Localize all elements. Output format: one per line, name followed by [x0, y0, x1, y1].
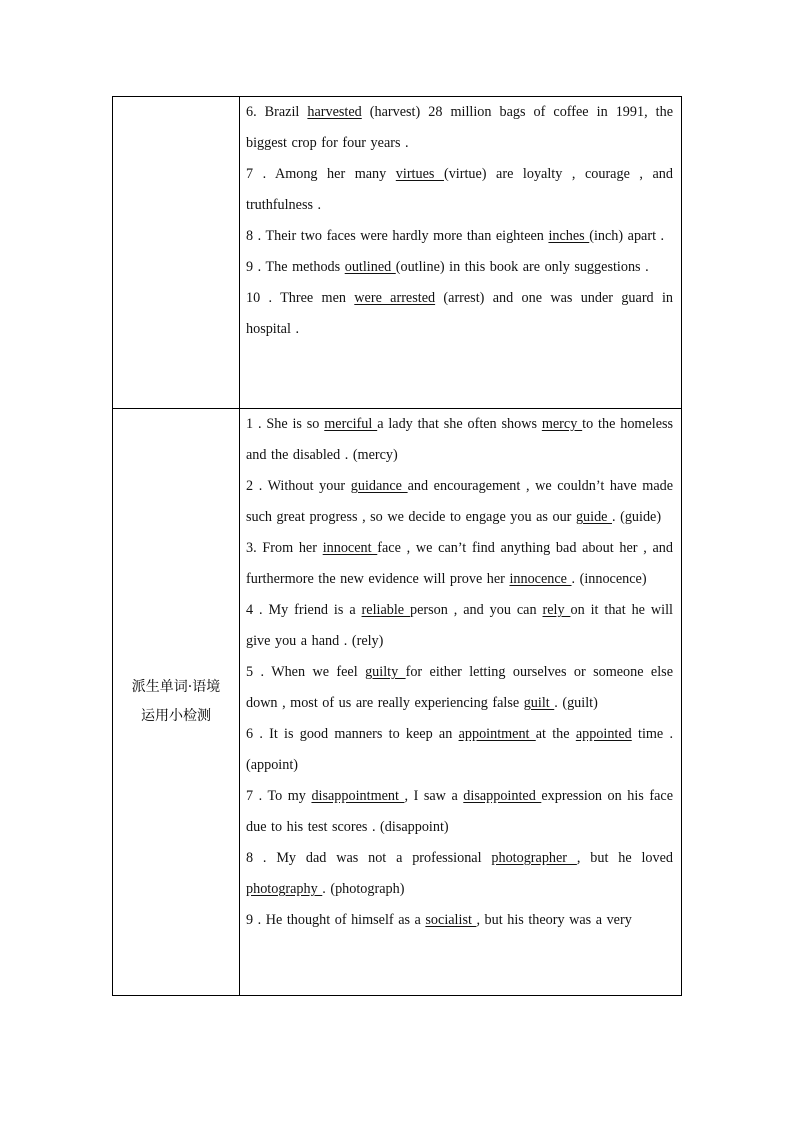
answer-text: guidance: [350, 478, 408, 494]
sentence-item: [246, 781, 673, 843]
answer-text: guilt: [523, 695, 555, 711]
answer-text: harvested: [307, 104, 362, 120]
answer-text: guide: [575, 509, 613, 525]
sentence-text: (arrest) and one was under guard in hospital .: [246, 290, 674, 337]
sentence-text: , I saw a: [404, 788, 464, 804]
content-cell: [240, 409, 682, 996]
sentence-text: on it that he will give you a hand . (rely): [246, 602, 673, 649]
sentence-text: . (guide): [612, 509, 662, 525]
sentence-item: [246, 283, 673, 345]
exercise-table: [112, 96, 682, 996]
sentence-text: 10 . Three men: [246, 290, 355, 306]
sentence-text: 7 . To my: [246, 788, 312, 804]
sentence-text: 8 . My dad was not a professional: [246, 850, 492, 866]
sentence-text: person , and you can: [410, 602, 543, 618]
sentence-text: 4 . My friend is a: [246, 602, 362, 618]
table-row: [113, 97, 682, 409]
answer-text: guilty: [365, 664, 406, 680]
sentence-item: [246, 409, 673, 471]
answer-text: reliable: [361, 602, 411, 618]
sentence-text: 6 . It is good manners to keep an: [246, 726, 459, 742]
sentence-text: , but he loved: [576, 850, 673, 866]
sentence-text: (virtue) are loyalty , courage , and truthfulness .: [246, 166, 673, 213]
sentence-text: . (photograph): [322, 881, 405, 897]
sentence-text: (harvest) 28 million bags of coffee in 1991, the biggest crop for four years .: [246, 104, 673, 151]
sentence-item: [246, 252, 673, 283]
table-row: [113, 409, 682, 996]
sentence-item: [246, 905, 673, 936]
sentence-text: 7 . Among her many: [246, 166, 396, 182]
content-cell: [240, 97, 682, 409]
sentence-item: [246, 533, 673, 595]
answer-text: merciful: [324, 416, 378, 432]
sentence-text: face , we can’t find anything bad about her , and furthermore the new evidence will prove her: [246, 540, 673, 587]
sentence-text: 8 . Their two faces were hardly more than eighteen: [246, 228, 549, 244]
sentence-item: [246, 719, 673, 781]
sentence-list-2: [240, 409, 681, 995]
sentence-text: 3. From her: [246, 540, 323, 556]
empty-label-cell: [113, 97, 240, 409]
answer-text: disappointed: [463, 788, 542, 804]
sentence-text: at the: [535, 726, 576, 742]
sentence-text: to the homeless and the disabled . (mercy): [246, 416, 674, 463]
sentence-item: [246, 97, 673, 159]
sentence-item: [246, 471, 673, 533]
sentence-text: expression on his face due to his test scores . (disappoint): [246, 788, 673, 835]
answer-text: innocent: [322, 540, 378, 556]
answer-text: inches: [548, 228, 590, 244]
sentence-item: [246, 159, 673, 221]
sentence-text: 6. Brazil: [246, 104, 308, 120]
section-label: [132, 673, 220, 731]
sentence-text: 1 . She is so: [246, 416, 325, 432]
sentence-list-1: [240, 97, 681, 408]
sentence-item: [246, 221, 673, 252]
answer-text: innocence: [509, 571, 572, 587]
sentence-text: , but his theory was a very: [476, 912, 632, 928]
answer-text: mercy: [541, 416, 583, 432]
sentence-text: (inch) apart .: [589, 228, 665, 244]
sentence-text: a lady that she often shows: [377, 416, 542, 432]
sentence-text: and encouragement , we couldn’t have made such great progress , so we decide to engage you as our: [246, 478, 674, 525]
answer-text: disappointment: [311, 788, 405, 804]
answer-text: outlined: [344, 259, 396, 275]
sentence-text: . (guilt): [554, 695, 598, 711]
sentence-text: . (innocence): [571, 571, 647, 587]
section-label-line-2: 运用小检测: [140, 708, 211, 724]
sentence-text: 9 . He thought of himself as a: [246, 912, 426, 928]
sentence-item: [246, 595, 673, 657]
answer-text: virtues: [395, 166, 444, 182]
answer-text: appointed: [575, 726, 632, 742]
section-label-cell: [113, 409, 240, 996]
sentence-text: for either letting ourselves or someone else down , most of us are really experiencing false: [246, 664, 673, 711]
sentence-text: (outline) in this book are only suggestions .: [395, 259, 649, 275]
sentence-text: 5 . When we feel: [246, 664, 366, 680]
sentence-item: [246, 843, 673, 905]
answer-text: photography: [246, 881, 323, 897]
section-label-line-1: 派生单词·语境: [131, 679, 221, 695]
answer-text: socialist: [425, 912, 477, 928]
sentence-item: [246, 657, 673, 719]
answer-text: were arrested: [354, 290, 436, 306]
sentence-text: 2 . Without your: [246, 478, 351, 494]
answer-text: photographer: [491, 850, 577, 866]
answer-text: appointment: [458, 726, 536, 742]
sentence-text: time . (appoint): [246, 726, 674, 773]
answer-text: rely: [542, 602, 571, 618]
sentence-text: 9 . The methods: [246, 259, 345, 275]
